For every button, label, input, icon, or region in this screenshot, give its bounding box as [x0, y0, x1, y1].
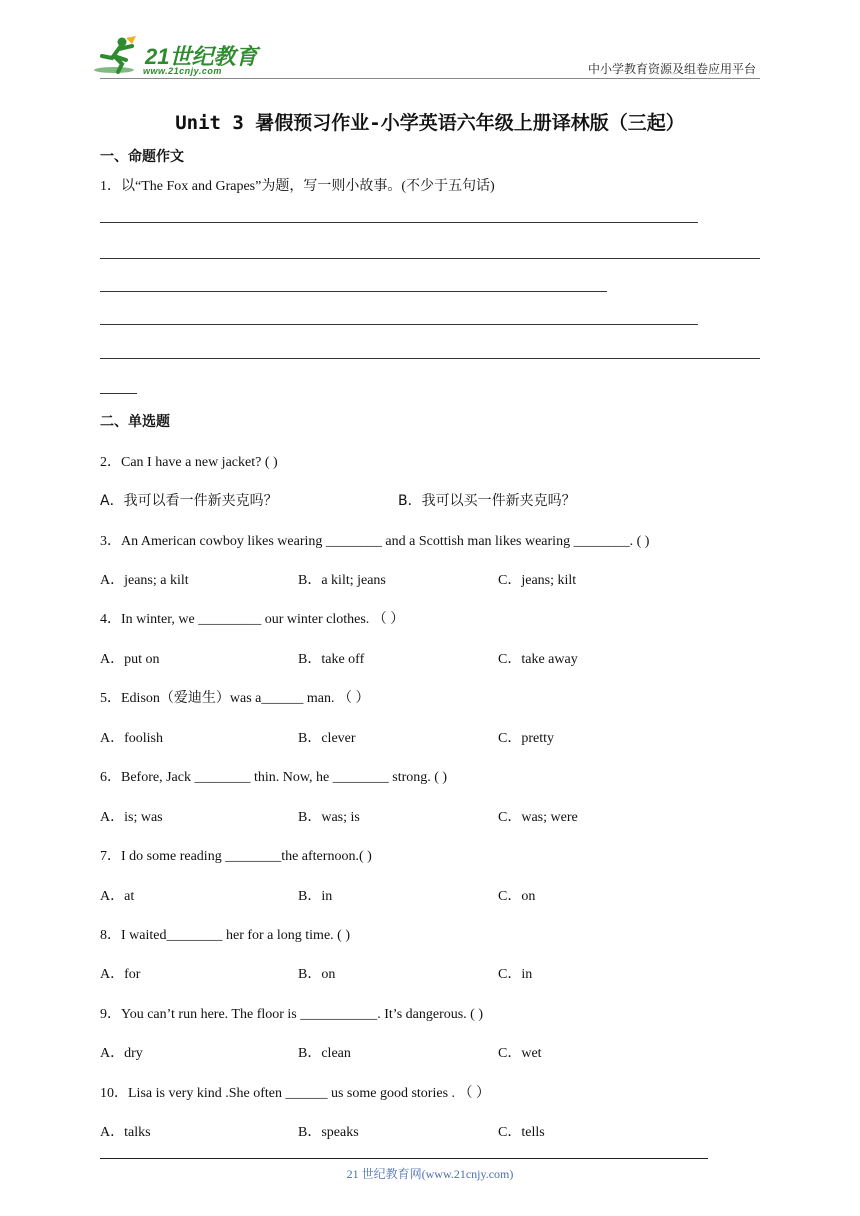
answer-line-1	[100, 222, 698, 223]
option-a: A．put on	[100, 652, 160, 667]
question-1-text: 1．以“The Fox and Grapes”为题，写一则小故事。(不少于五句话)	[100, 179, 495, 194]
section-heading-composition: 一、命题作文	[100, 149, 184, 165]
question-stem: 10．Lisa is very kind .She often ______ us some good stories . （ ）	[100, 1086, 491, 1101]
answer-line-5	[100, 358, 760, 359]
answer-line-6	[100, 393, 137, 394]
option-a: A．for	[100, 967, 141, 982]
option-a: A．dry	[100, 1046, 143, 1061]
header-platform-text: 中小学教育资源及组卷应用平台	[587, 62, 756, 76]
option-c: C．in	[498, 967, 533, 982]
option-a: A．is; was	[100, 810, 163, 825]
question-stem: 3．An American cowboy likes wearing ________ and a Scottish man likes wearing ________. ( )	[100, 534, 650, 549]
option-b: B．clever	[298, 731, 356, 746]
option-b: B．take off	[298, 652, 365, 667]
option-b: B．a kilt; jeans	[298, 573, 386, 588]
logo-url: www.21cnjy.com	[143, 66, 222, 76]
footer-divider	[100, 1158, 708, 1159]
question-stem: 8．I waited________ her for a long time. ( )	[100, 928, 350, 943]
option-c: C．pretty	[498, 731, 554, 746]
option-a: A．at	[100, 889, 135, 904]
option-c: C．jeans; kilt	[498, 573, 577, 588]
answer-line-4	[100, 324, 698, 325]
option-c: C．tells	[498, 1125, 545, 1140]
option-b: B．was; is	[298, 810, 360, 825]
option-b: B．我可以买一件新夹克吗？	[398, 493, 576, 509]
option-b: B．clean	[298, 1046, 351, 1061]
option-b: B．on	[298, 967, 336, 982]
option-b: B．speaks	[298, 1125, 359, 1140]
option-a: A．我可以看一件新夹克吗？	[100, 493, 278, 509]
question-stem: 5．Edison（爱迪生）was a______ man. （ ）	[100, 691, 370, 706]
header-divider	[100, 78, 760, 79]
answer-line-3	[100, 291, 607, 292]
footer-link[interactable]: 21 世纪教育网(www.21cnjy.com)	[346, 1167, 514, 1181]
option-c: C．was; were	[498, 810, 578, 825]
section-heading-multiple-choice: 二、单选题	[100, 414, 170, 430]
page-title: Unit 3 暑假预习作业-小学英语六年级上册译林版（三起）	[175, 112, 685, 134]
option-c: C．wet	[498, 1046, 542, 1061]
question-stem: 7．I do some reading ________the afternoon.( )	[100, 849, 372, 864]
question-stem: 2．Can I have a new jacket? ( )	[100, 455, 278, 470]
question-stem: 4．In winter, we _________ our winter clothes. （ ）	[100, 612, 405, 627]
option-c: C．take away	[498, 652, 578, 667]
question-stem: 9．You can’t run here. The floor is ___________. It’s dangerous. ( )	[100, 1007, 484, 1022]
option-a: A．jeans; a kilt	[100, 573, 189, 588]
option-b: B．in	[298, 889, 333, 904]
logo-text: 21世纪教育	[145, 44, 258, 69]
question-stem: 6．Before, Jack ________ thin. Now, he ________ strong. ( )	[100, 770, 448, 785]
option-a: A．talks	[100, 1125, 151, 1140]
option-c: C．on	[498, 889, 536, 904]
answer-line-2	[100, 258, 760, 259]
option-a: A．foolish	[100, 731, 163, 746]
